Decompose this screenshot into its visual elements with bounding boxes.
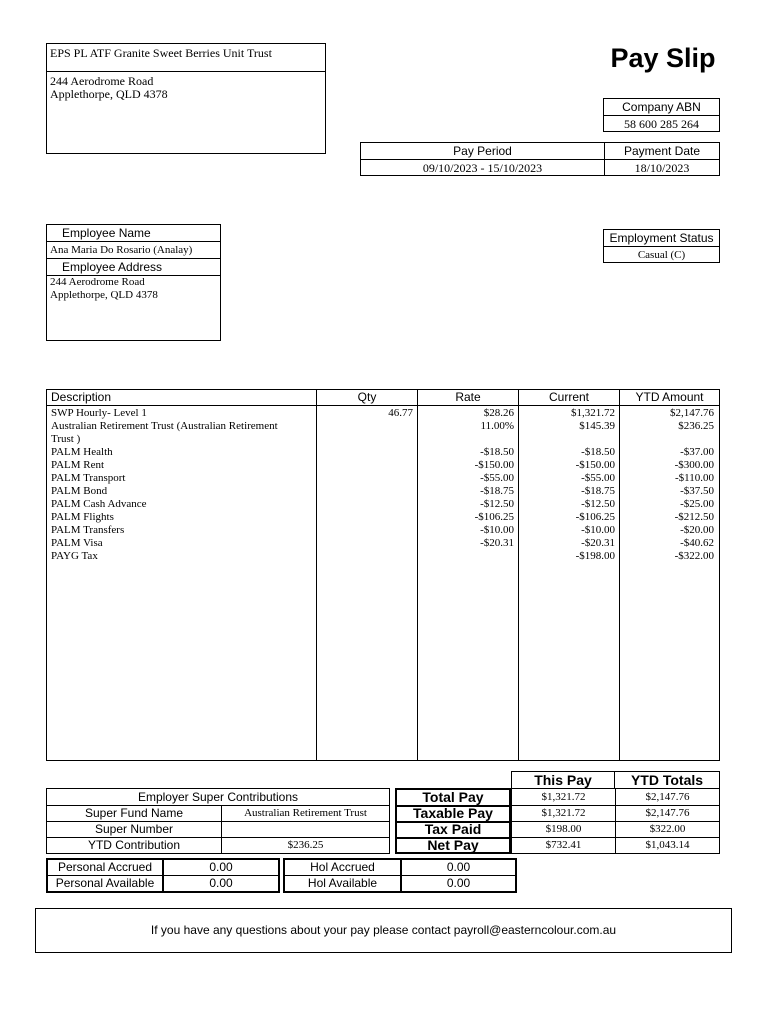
row-current: -$18.50 bbox=[581, 446, 615, 458]
total-pay-ytd: $2,147.76 bbox=[645, 791, 690, 803]
company-name: EPS PL ATF Granite Sweet Berries Unit Trust bbox=[50, 46, 272, 60]
row-qty bbox=[317, 524, 418, 537]
tax-paid-this: $198.00 bbox=[545, 823, 582, 835]
employee-address-label: Employee Address bbox=[62, 260, 163, 274]
super-ytd-value: $236.25 bbox=[287, 839, 324, 851]
table-row bbox=[47, 472, 719, 485]
super-fund-value: Australian Retirement Trust bbox=[244, 807, 367, 819]
table-row bbox=[47, 407, 719, 420]
row-rate: -$18.50 bbox=[480, 446, 514, 458]
table-row bbox=[47, 511, 719, 524]
abn-label: Company ABN bbox=[604, 99, 719, 116]
company-box bbox=[46, 43, 326, 154]
pay-period-box bbox=[360, 142, 720, 176]
row-description: PALM Bond bbox=[51, 485, 108, 497]
employment-status-box bbox=[603, 229, 720, 263]
employment-status-value: Casual (C) bbox=[637, 249, 686, 261]
row-qty bbox=[317, 472, 418, 485]
row-ytd: -$37.00 bbox=[680, 446, 714, 458]
hol-available-value: 0.00 bbox=[446, 876, 471, 890]
row-ytd: -$212.50 bbox=[674, 511, 714, 523]
company-address-line1: 244 Aerodrome Road bbox=[50, 74, 154, 88]
abn-value: 58 600 285 264 bbox=[624, 117, 699, 131]
table-row bbox=[47, 550, 719, 563]
row-rate: -$150.00 bbox=[474, 459, 514, 471]
header-rate: Rate bbox=[455, 390, 481, 404]
personal-accrued-label: Personal Accrued bbox=[57, 860, 153, 874]
row-rate: $28.26 bbox=[483, 407, 514, 419]
row-current: -$20.31 bbox=[581, 537, 615, 549]
row-ytd: $2,147.76 bbox=[670, 407, 714, 419]
hol-accrued-label: Hol Accrued bbox=[310, 860, 375, 874]
row-current: -$106.25 bbox=[575, 511, 615, 523]
table-row bbox=[47, 420, 719, 446]
ytd-totals-header bbox=[614, 771, 720, 789]
row-ytd: -$20.00 bbox=[680, 524, 714, 536]
row-current: -$12.50 bbox=[581, 498, 615, 510]
row-rate: -$10.00 bbox=[480, 524, 514, 536]
header-description: Description bbox=[51, 390, 112, 404]
tax-paid-ytd: $322.00 bbox=[649, 823, 686, 835]
page-title: Pay Slip bbox=[610, 43, 716, 73]
header-current: Current bbox=[548, 390, 589, 404]
tax-paid-label: Tax Paid bbox=[397, 822, 509, 839]
row-qty bbox=[317, 485, 418, 498]
totals-values-box bbox=[511, 788, 720, 854]
holiday-leave-box bbox=[283, 858, 517, 893]
payment-date-value: 18/10/2023 bbox=[634, 161, 690, 175]
employment-status-label: Employment Status bbox=[604, 230, 719, 247]
super-ytd-label: YTD Contribution bbox=[87, 838, 181, 852]
row-rate: -$12.50 bbox=[480, 498, 514, 510]
row-qty bbox=[317, 420, 418, 446]
row-rate: -$18.75 bbox=[480, 485, 514, 497]
row-description: PALM Flights bbox=[51, 511, 114, 523]
net-pay-ytd: $1,043.14 bbox=[645, 839, 690, 851]
row-description: PALM Cash Advance bbox=[51, 498, 147, 510]
employee-address-line1: 244 Aerodrome Road bbox=[50, 276, 145, 288]
this-pay-header bbox=[511, 771, 615, 789]
footer-box bbox=[35, 908, 732, 953]
hol-accrued-value: 0.00 bbox=[446, 860, 471, 874]
row-qty: 46.77 bbox=[388, 407, 413, 419]
row-description: PALM Health bbox=[51, 446, 113, 458]
totals-labels-box bbox=[395, 788, 511, 854]
total-pay-this: $1,321.72 bbox=[541, 791, 586, 803]
personal-available-label: Personal Available bbox=[55, 876, 155, 890]
row-description: PALM Transfers bbox=[51, 524, 125, 536]
row-ytd: -$25.00 bbox=[680, 498, 714, 510]
row-rate: 11.00% bbox=[480, 420, 514, 432]
row-current: -$55.00 bbox=[581, 472, 615, 484]
net-pay-label: Net Pay bbox=[427, 837, 479, 853]
hol-available-label: Hol Available bbox=[307, 876, 378, 890]
row-current: -$18.75 bbox=[581, 485, 615, 497]
row-rate: -$55.00 bbox=[480, 472, 514, 484]
row-ytd: -$37.50 bbox=[680, 485, 714, 497]
row-ytd: -$40.62 bbox=[680, 537, 714, 549]
row-description: Australian Retirement Trust (Australian Retirement Trust ) bbox=[51, 420, 278, 445]
row-rate bbox=[418, 550, 519, 563]
personal-accrued-value: 0.00 bbox=[209, 860, 233, 874]
row-qty bbox=[317, 498, 418, 511]
header-qty: Qty bbox=[357, 390, 377, 404]
employee-name: Ana Maria Do Rosario (Analay) bbox=[50, 244, 193, 256]
row-current: $1,321.72 bbox=[571, 407, 615, 419]
taxable-pay-this: $1,321.72 bbox=[541, 807, 586, 819]
table-row bbox=[47, 485, 719, 498]
row-description: PALM Rent bbox=[51, 459, 105, 471]
ytd-totals-label: YTD Totals bbox=[630, 772, 704, 788]
this-pay-label: This Pay bbox=[534, 772, 592, 788]
employee-name-label: Employee Name bbox=[62, 226, 151, 240]
net-pay-this: $732.41 bbox=[545, 839, 582, 851]
total-pay-label: Total Pay bbox=[397, 790, 509, 807]
row-current: -$150.00 bbox=[575, 459, 615, 471]
table-row bbox=[47, 524, 719, 537]
row-qty bbox=[317, 537, 418, 550]
row-ytd: -$322.00 bbox=[674, 550, 714, 562]
abn-box bbox=[603, 98, 720, 132]
table-row bbox=[47, 446, 719, 459]
earnings-table bbox=[46, 389, 720, 761]
super-number-label: Super Number bbox=[94, 822, 174, 836]
pay-period-label: Pay Period bbox=[453, 144, 512, 158]
row-ytd: $236.25 bbox=[678, 420, 714, 432]
row-description: PALM Transport bbox=[51, 472, 126, 484]
row-description: PALM Visa bbox=[51, 537, 103, 549]
row-qty bbox=[317, 511, 418, 524]
footer-message: If you have any questions about your pay please contact payroll@easterncolour.com.au bbox=[150, 923, 617, 937]
row-ytd: -$300.00 bbox=[674, 459, 714, 471]
super-fund-label: Super Fund Name bbox=[84, 806, 184, 820]
row-qty bbox=[317, 446, 418, 459]
personal-leave-box bbox=[46, 858, 280, 893]
taxable-pay-ytd: $2,147.76 bbox=[645, 807, 690, 819]
row-description: PAYG Tax bbox=[51, 550, 98, 562]
row-qty bbox=[317, 550, 418, 563]
payment-date-label: Payment Date bbox=[623, 144, 701, 158]
super-box bbox=[46, 788, 390, 854]
row-current: -$198.00 bbox=[575, 550, 615, 562]
row-current: $145.39 bbox=[579, 420, 615, 432]
row-qty bbox=[317, 459, 418, 472]
row-rate: -$20.31 bbox=[480, 537, 514, 549]
employee-address-line2: Applethorpe, QLD 4378 bbox=[50, 289, 158, 301]
super-title: Employer Super Contributions bbox=[137, 790, 299, 804]
row-rate: -$106.25 bbox=[474, 511, 514, 523]
row-ytd: -$110.00 bbox=[674, 472, 714, 484]
table-row bbox=[47, 537, 719, 550]
taxable-pay-label: Taxable Pay bbox=[397, 806, 509, 823]
pay-period-value: 09/10/2023 - 15/10/2023 bbox=[422, 161, 543, 175]
personal-available-value: 0.00 bbox=[209, 876, 233, 890]
company-address-line2: Applethorpe, QLD 4378 bbox=[50, 87, 168, 101]
employee-box bbox=[46, 224, 221, 341]
table-row bbox=[47, 459, 719, 472]
row-current: -$10.00 bbox=[581, 524, 615, 536]
row-description: SWP Hourly- Level 1 bbox=[51, 407, 147, 419]
header-ytd: YTD Amount bbox=[635, 390, 704, 404]
table-row bbox=[47, 498, 719, 511]
